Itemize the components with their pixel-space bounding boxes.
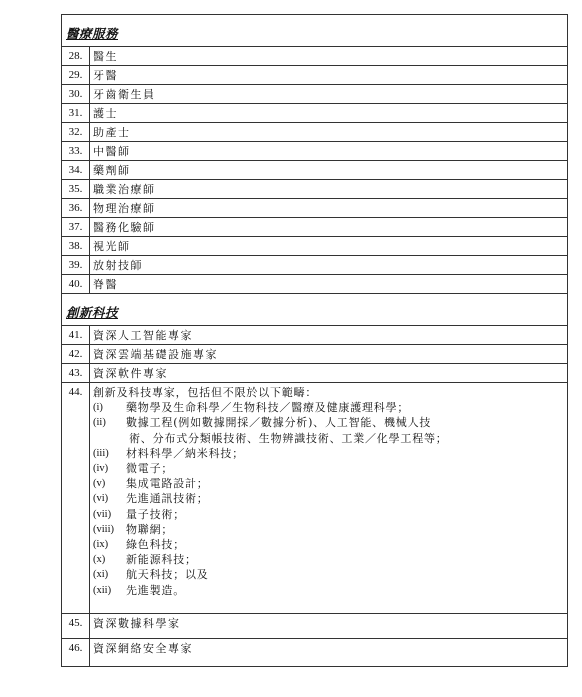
sub-item [93,537,567,552]
section-header-medical [62,15,567,47]
sub-item [93,400,567,415]
row-number: 42. [62,345,90,363]
table-row [62,218,567,237]
row-number: 43. [62,364,90,382]
table-row [62,85,567,104]
table-row [62,639,567,667]
sub-item-numeral: (ii) [93,417,106,429]
row-number: 37. [62,218,90,236]
sub-item-text: 藥物學及生命科學／生物科技／醫療及健康護理科學； [126,401,410,415]
sub-item [93,461,567,476]
section-title: 創新科技 [66,305,119,320]
row-number: 38. [62,237,90,255]
table-row [62,180,567,199]
row-text: 放射技師 [93,259,143,272]
row-text: 脊醫 [93,278,118,291]
sub-item-text: 數據工程(例如數據開採／數據分析)、人工智能、機械人技 [126,416,432,430]
row-number: 29. [62,66,90,84]
sub-item [93,446,567,461]
row-text: 資深軟件專家 [93,367,168,380]
row-text: 醫生 [93,50,118,63]
row-text: 資深人工智能專家 [93,329,193,342]
sub-item-text: 先進通訊技術； [126,492,209,506]
row-number: 44. [62,383,90,613]
sub-item [93,567,567,582]
row-number: 28. [62,47,90,65]
sub-item-numeral: (i) [93,402,103,414]
sub-item-numeral: (vi) [93,493,109,505]
table-row [62,237,567,256]
row-number: 46. [62,639,90,666]
sub-item-text: 新能源科技； [126,553,197,567]
table-row-44 [62,383,567,614]
row-number: 36. [62,199,90,217]
table-row [62,47,567,66]
sub-item-numeral: (ix) [93,539,109,551]
row-number: 39. [62,256,90,274]
row-text: 物理治療師 [93,202,156,215]
sub-item-numeral: (x) [93,554,106,566]
row-number: 33. [62,142,90,160]
table-row [62,345,567,364]
row-text: 中醫師 [93,145,131,158]
row-number: 45. [62,614,90,638]
table-row [62,142,567,161]
sub-item [93,415,567,430]
table-row [62,104,567,123]
table-row [62,256,567,275]
sub-item-numeral: (vii) [93,508,112,520]
sub-item [93,522,567,537]
sub-item-text: 物聯網； [126,522,174,536]
row-number: 30. [62,85,90,103]
row-text: 醫務化驗師 [93,221,156,234]
sub-item-text: 量子技術； [126,507,185,521]
sub-item-continuation: 術、分布式分類帳技術、生物辨識技術、工業／化學工程等； [129,431,448,445]
section-header-innovation [62,294,567,326]
row-number: 32. [62,123,90,141]
row-number: 31. [62,104,90,122]
sub-item-numeral: (iii) [93,447,109,459]
section-title: 醫療服務 [66,26,119,41]
sub-item-text: 航天科技；以及 [126,568,209,582]
row-number: 40. [62,275,90,293]
table-row [62,275,567,294]
row-text: 資深數據科學家 [93,617,181,630]
sub-item-text: 材料科學／納米科技； [126,446,244,460]
sub-item-text: 綠色科技； [126,538,185,552]
row-text: 藥劑師 [93,164,131,177]
sub-item-numeral: (iv) [93,463,109,475]
occupation-table [61,14,568,667]
row-number: 41. [62,326,90,344]
sub-item-text: 先進製造。 [126,583,185,597]
row-text: 牙醫 [93,69,118,82]
sub-item-text: 微電子； [126,462,174,476]
sub-item-text: 集成電路設計； [126,477,209,491]
table-row [62,123,567,142]
table-row [62,199,567,218]
table-row [62,161,567,180]
row-number: 34. [62,161,90,179]
sub-item [93,491,567,506]
row-text [90,383,567,613]
sub-item [93,476,567,491]
sub-item-numeral: (xii) [93,584,112,596]
row-text: 護士 [93,107,118,120]
table-row [62,364,567,383]
row-text: 助產士 [93,126,131,139]
row-text: 視光師 [93,240,131,253]
row-number: 35. [62,180,90,198]
row-text: 資深雲端基礎設施專家 [93,348,218,361]
row-text: 資深網絡安全專家 [93,642,193,655]
table-row [62,614,567,639]
sub-item [93,507,567,522]
row-text: 牙齒衛生員 [93,88,156,101]
row-text: 職業治療師 [93,183,156,196]
sub-item [93,552,567,567]
sub-item-numeral: (v) [93,478,106,490]
sub-item [93,583,567,598]
sub-item-numeral: (viii) [93,523,114,535]
item-intro: 創新及科技專家，包括但不限於以下範疇： [93,386,318,399]
sub-item-numeral: (xi) [93,569,109,581]
table-row [62,66,567,85]
table-row [62,326,567,345]
